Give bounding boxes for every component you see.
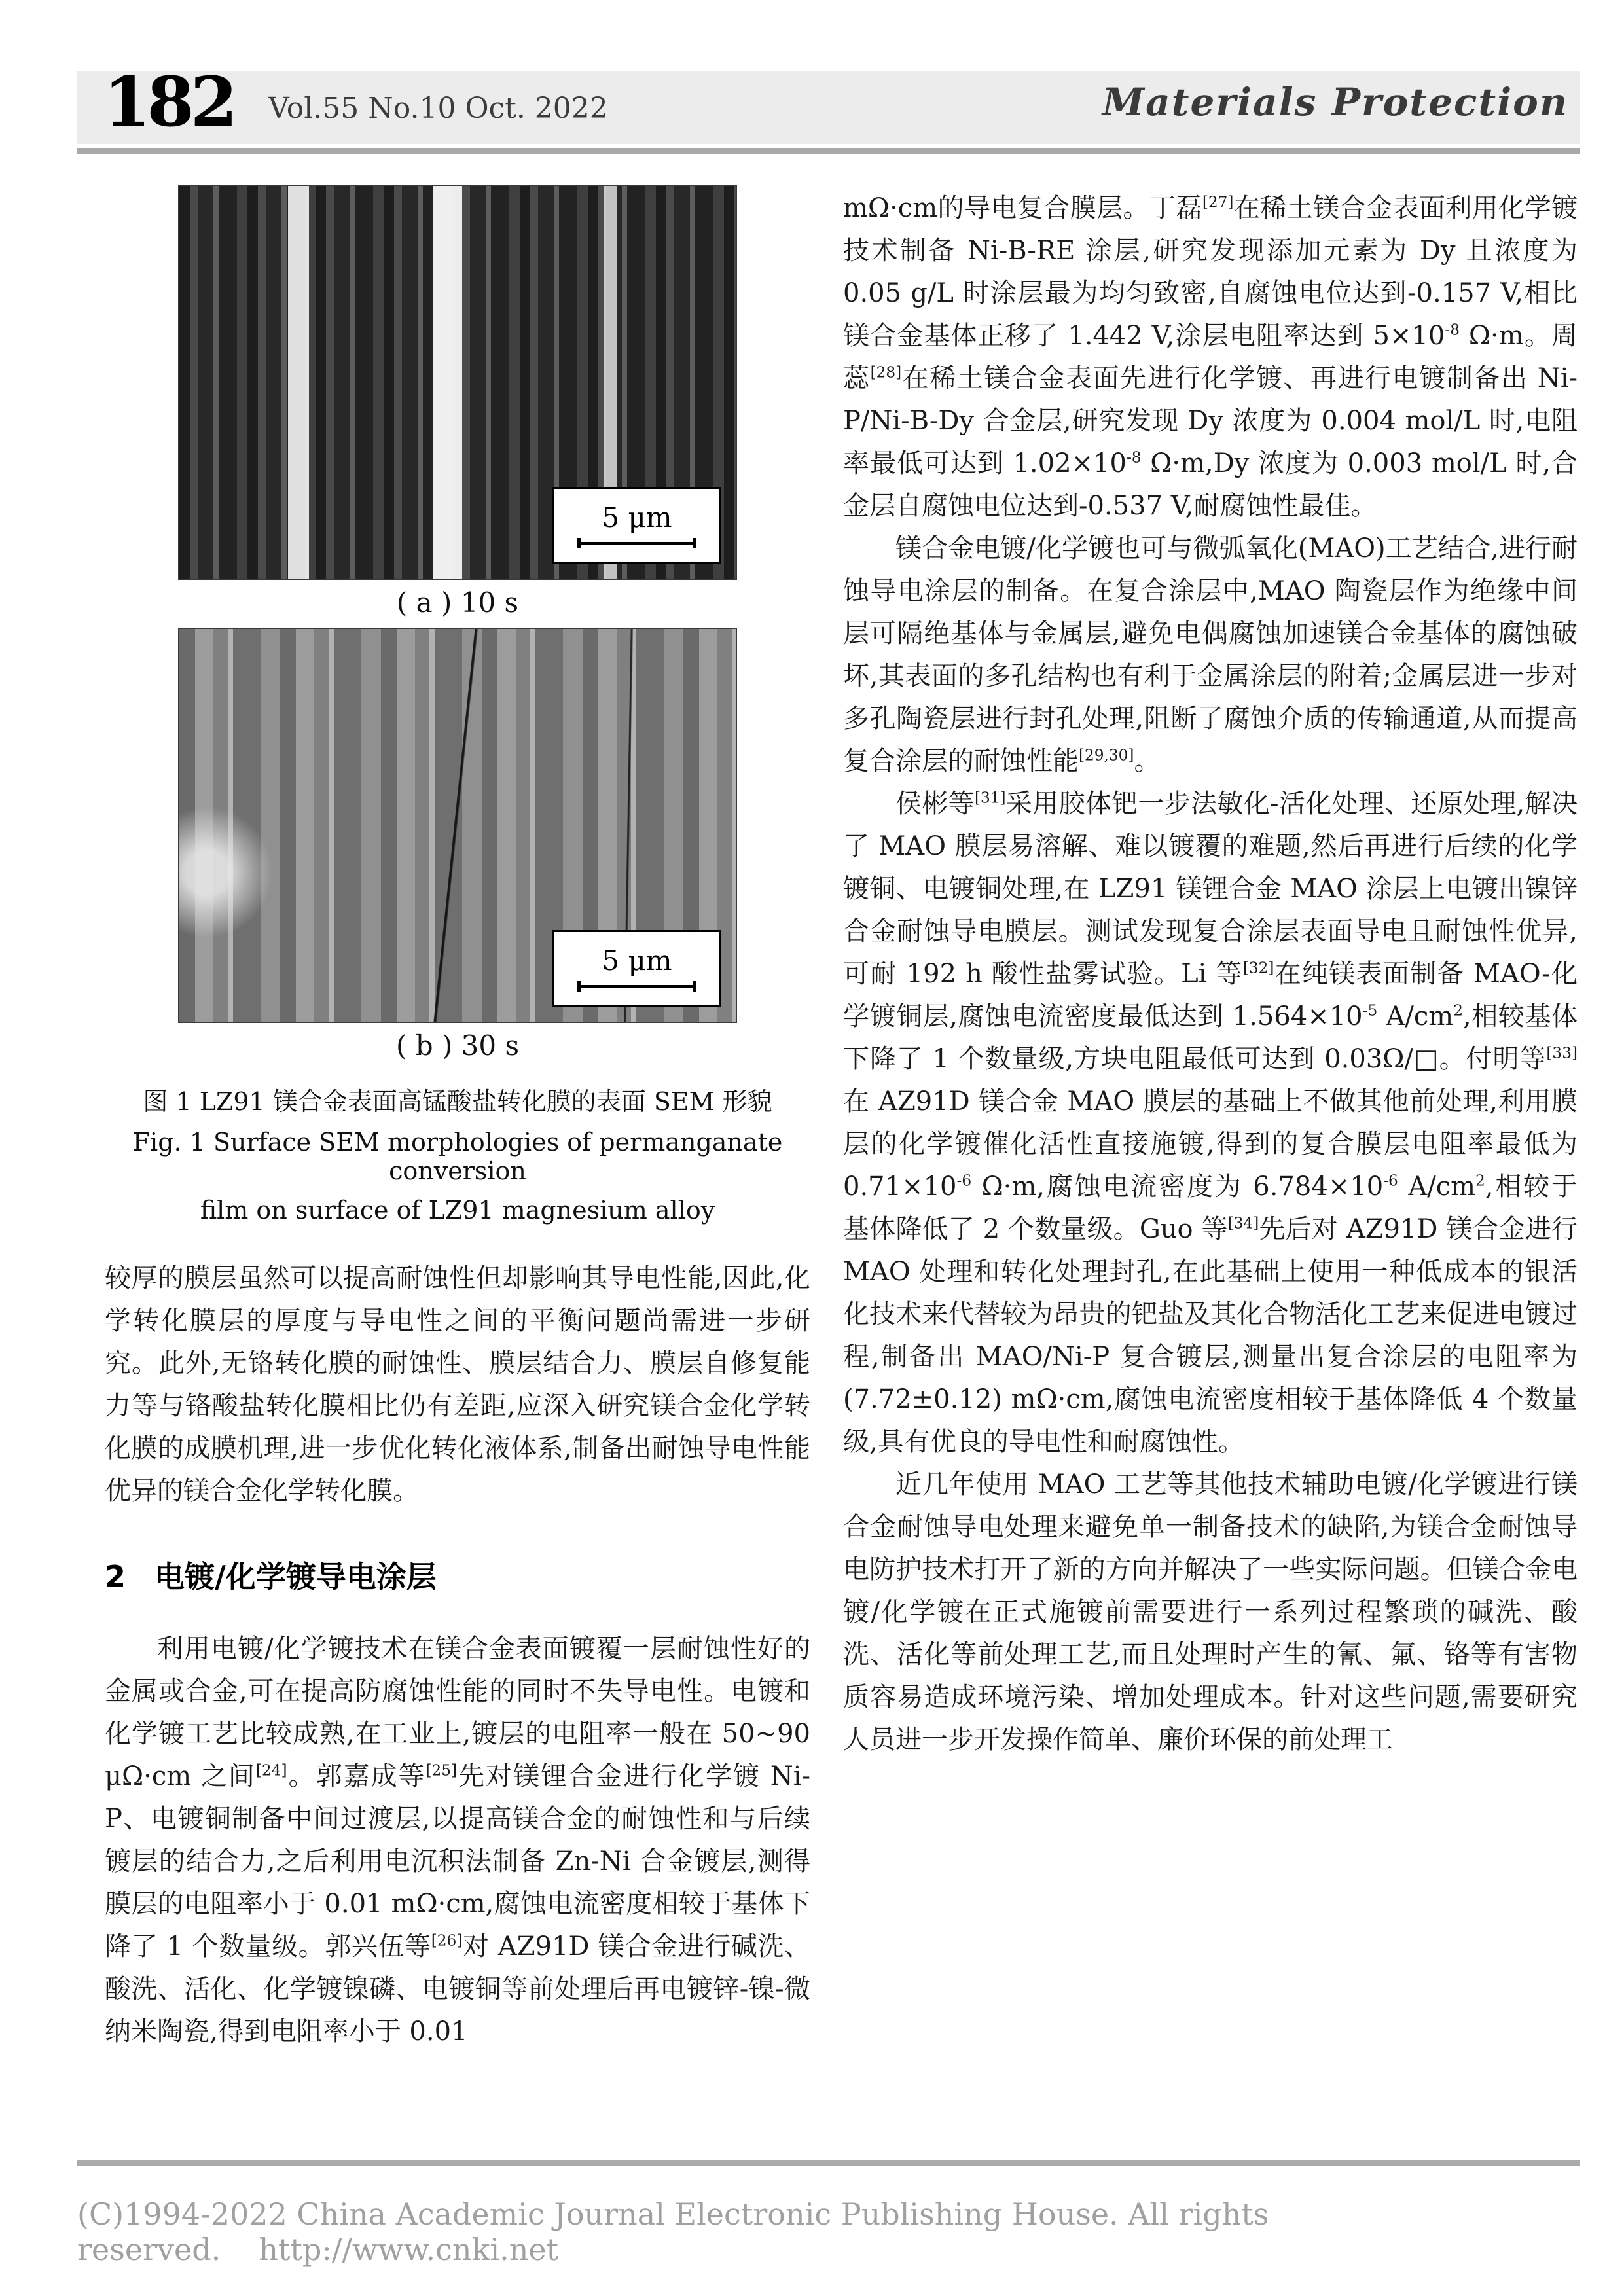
right-column	[843, 187, 1578, 1761]
section-heading	[105, 1553, 810, 1596]
image-a-label: ( a ) 10 s	[396, 586, 519, 619]
page-number: 182	[103, 62, 234, 142]
figure-caption-zh: 图 1 LZ91 镁合金表面高锰酸盐转化膜的表面 SEM 形貌	[143, 1087, 772, 1116]
scale-box-a	[552, 487, 721, 564]
header-band	[77, 62, 1580, 144]
footer-url: http://www.cnki.net	[259, 2232, 559, 2267]
image-b-label: ( b ) 30 s	[395, 1030, 520, 1062]
paragraph: 较厚的膜层虽然可以提高耐蚀性但却影响其导电性能,因此,化学转化膜层的厚度与导电性之间的平衡问题尚需进一步研究。此外,无铬转化膜的耐蚀性、膜层结合力、膜层自修复能力等与铬酸盐转化膜相比仍有差距,应深入研究镁合金化学转化膜的成膜机理,进一步优化转化液体系,制备出耐蚀导电性能优异的镁合金化学转化膜。	[105, 1263, 810, 1506]
left-column	[105, 185, 810, 2053]
figure-caption-en-line1: Fig. 1 Surface SEM morphologies of permanganate conversion	[132, 1128, 783, 1185]
copyright-text: (C)1994-2022 China Academic Journal Electronic Publishing House. All rights reserved.	[77, 2197, 1269, 2267]
header-rule	[77, 148, 1580, 154]
section-number: 2	[105, 1559, 126, 1594]
sem-image-a	[178, 185, 737, 580]
journal-name: Materials Protection	[1102, 80, 1568, 124]
figure-caption-en-line2: film on surface of LZ91 magnesium alloy	[200, 1196, 715, 1225]
scale-bar-b	[577, 981, 696, 992]
paragraph: 利用电镀/化学镀技术在镁合金表面镀覆一层耐蚀性好的金属或合金,可在提高防腐蚀性能的同时不失导电性。电镀和化学镀工艺比较成熟,在工业上,镀层的电阻率一般在 50~90 μΩ·cm 之间[24]。郭嘉成等[25]先对镁锂合金进行化学镀 Ni-P、电镀铜制备中间过渡层,以提高镁合金的耐蚀性和与后续镀层的结合力,之后利用电沉积法制备 Zn-Ni 合金镀层,测得膜层的电阻率小于 0.01 mΩ·cm,腐蚀电流密度相较于基体下降了 1 个数量级。郭兴伍等[26]对 AZ91D 镁合金进行碱洗、酸洗、活化、化学镀镍磷、电镀铜等前处理后再电镀锌-镍-微纳米陶瓷,得到电阻率小于 0.01	[105, 1634, 811, 2047]
scale-bar-a	[577, 538, 696, 548]
section-title: 电镀/化学镀导电涂层	[154, 1559, 437, 1594]
paragraph: 镁合金电镀/化学镀也可与微弧氧化(MAO)工艺结合,进行耐蚀导电涂层的制备。在复合涂层中,MAO 陶瓷层作为绝缘中间层可隔绝基体与金属层,避免电偶腐蚀加速镁合金基体的腐蚀破坏,其表面的多孔结构也有利于金属涂层的附着;金属层进一步对多孔陶瓷层进行封孔处理,阻断了腐蚀介质的传输通道,从而提高复合涂层的耐蚀性能[29,30]。	[843, 533, 1578, 776]
figure-1	[105, 185, 810, 1225]
sem-image-b	[178, 628, 737, 1023]
paragraph: 近几年使用 MAO 工艺等其他技术辅助电镀/化学镀进行镁合金耐蚀导电处理来避免单一制备技术的缺陷,为镁合金耐蚀导电防护技术打开了新的方向并解决了一些实际问题。但镁合金电镀/化学镀在正式施镀前需要进行一系列过程繁琐的碱洗、酸洗、活化等前处理工艺,而且处理时产生的氰、氟、铬等有害物质容易造成环境污染、增加处理成本。针对这些问题,需要研究人员进一步开发操作简单、廉价环保的前处理工	[843, 1469, 1578, 1755]
paragraph: 侯彬等[31]采用胶体钯一步法敏化-活化处理、还原处理,解决了 MAO 膜层易溶解、难以镀覆的难题,然后再进行后续的化学镀铜、电镀铜处理,在 LZ91 镁锂合金 MAO 涂层上电镀出镍锌合金耐蚀导电膜层。测试发现复合涂层表面导电且耐蚀性优异,可耐 192 h 酸性盐雾试验。Li 等[32]在纯镁表面制备 MAO-化学镀铜层,腐蚀电流密度最低达到 $1.564\times 10^{-5}$ $A/cm^2$,相较基体下降了 1 个数量级,方块电阻最低可达到 0.03Ω/□。付明等[33]在 AZ91D 镁合金 MAO 膜层的基础上不做其他前处理,利用膜层的化学镀催化活性直接施镀,得到的复合膜层电阻率最低为 $0.71\times 10^{-6}$ Ω·m,腐蚀电流密度为 $6.784\times 10^{-6}$ $A/cm^2$,相较于基体降低了 2 个数量级。Guo 等[34]先后对 AZ91D 镁合金进行 MAO 处理和转化处理封孔,在此基础上使用一种低成本的银活化技术来代替较为昂贵的钯盐及其化合物活化工艺来促进电镀过程,制备出 MAO/Ni-P 复合镀层,测量出复合涂层的电阻率为(7.72±0.12) mΩ·cm,腐蚀电流密度相较于基体降低 4 个数量级,具有优良的导电性和耐腐蚀性。	[843, 789, 1578, 1457]
paragraph: mΩ·cm的导电复合膜层。丁磊[27]在稀土镁合金表面利用化学镀技术制备 Ni-B-RE 涂层,研究发现添加元素为 Dy 且浓度为 0.05 g/L 时涂层最为均匀致密,自腐蚀电位达到-0.157 V,相比镁合金基体正移了 1.442 V,涂层电阻率达到 $5\times 10^{-8}$ Ω·m。周蕊[28]在稀土镁合金表面先进行化学镀、再进行电镀制备出 Ni-P/Ni-B-Dy 合金层,研究发现 Dy 浓度为 0.004 mol/L 时,电阻率最低可达到 $1.02\times 10^{-8}$ Ω·m,Dy 浓度为 0.003 mol/L 时,合金层自腐蚀电位达到-0.537 V,耐腐蚀性最佳。	[843, 193, 1578, 521]
footer	[77, 2197, 1580, 2267]
scale-label-b: 5 μm	[602, 944, 672, 977]
footer-rule	[77, 2160, 1580, 2166]
issue-info: Vol.55 No.10 Oct. 2022	[268, 92, 608, 125]
scale-label-a: 5 μm	[602, 501, 672, 533]
scale-box-b	[552, 930, 721, 1007]
